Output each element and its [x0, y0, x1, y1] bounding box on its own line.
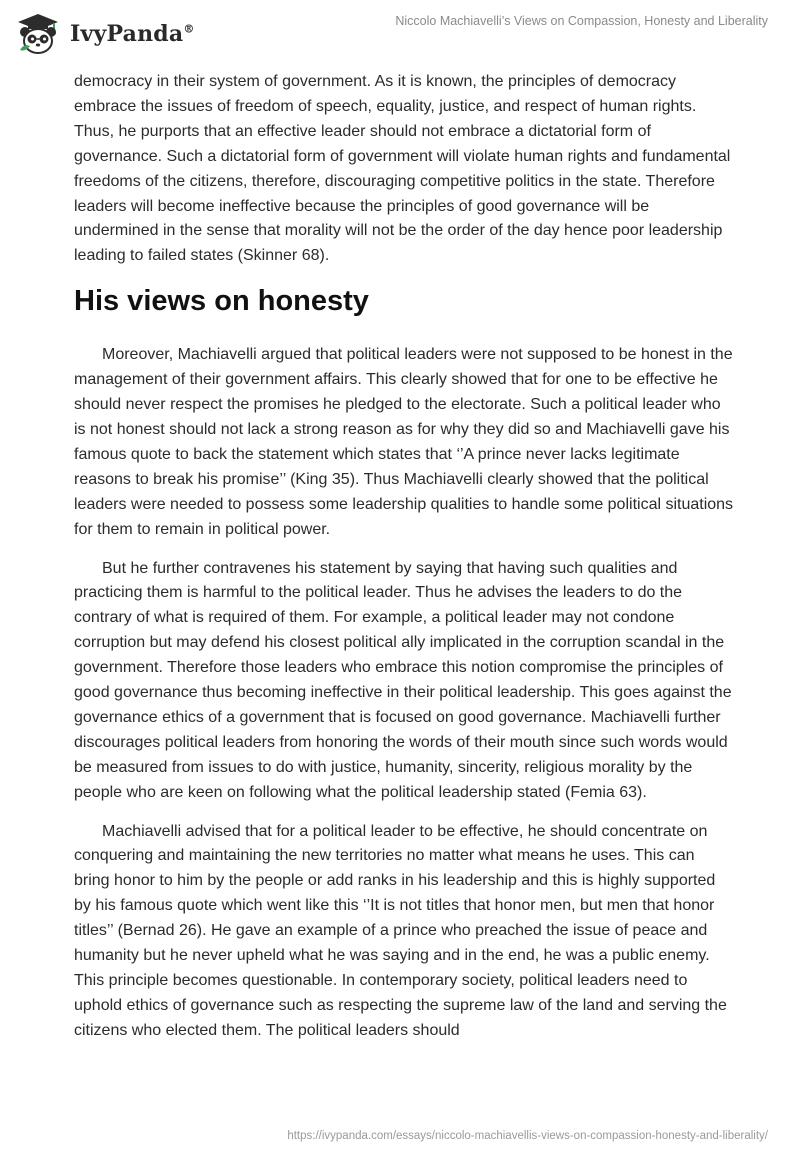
ivypanda-logo[interactable]: [14, 10, 195, 58]
paragraph-honesty: Moreover, Machiavelli argued that political leaders were not supposed to be honest in the management of their government affairs. This clearly showed that for one to be effective he should never respect the promises he pledged to the electorate. Such a political leader who is not honest should not lack a strong reason as for why they did so and Machiavelli gave his famous quote to back the statement which states that ‘’A prince never lacks legitimate reasons to break his promise’’ (King 35). Thus Machiavelli clearly showed that the political leaders were needed to possess some leadership qualities to handle some political situations for them to remain in political power.: [74, 346, 734, 538]
source-url-link[interactable]: https://ivypanda.com/essays/niccolo-machiavellis-views-on-compassion-honesty-and-liberality/: [287, 1130, 768, 1142]
section-heading: His views on honesty: [74, 285, 369, 318]
running-title: Niccolo Machiavelli’s Views on Compassion, Honesty and Liberality: [395, 14, 768, 28]
paragraph-democracy: democracy in their system of government. As it is known, the principles of democracy embrace the issues of freedom of speech, equality, justice, and respect of human rights. Thus, he purports that an effective leader should not embrace a dictatorial form of governance. Such a dictatorial form of government will violate human rights and fundamental freedoms of the citizens, therefore, discouraging competitive politics in the state. Therefore leaders will become ineffective because the principles of good governance will be undermined in the sense that morality will not be the order of the day hence poor leadership leading to failed states (Skinner 68).: [74, 73, 731, 265]
panda-graduate-icon: [14, 10, 62, 58]
paragraph-contravenes: But he further contravenes his statement by saying that having such qualities and practicing them is harmful to the political leader. Thus he advises the leaders to do the contrary of what is required of them. For example, a political leader may not condone corruption but may defend his closest political ally implicated in the corruption scandal in the government. Therefore those leaders who embrace this notion compromise the principles of good governance thus becoming ineffective in their political leadership. This goes against the governance ethics of a government that is focused on good governance. Machiavelli further discourages political leaders from honoring the words of their mouth since such words would be measured from issues to do with justice, humanity, sincerity, religious morality by the people who are keen on following what the political leadership stated (Femia 63).: [74, 559, 732, 801]
logo-wordmark: IvyPanda®: [70, 21, 195, 47]
page-header: [0, 0, 800, 70]
essay-body: [74, 70, 734, 1058]
paragraph-conquering: Machiavelli advised that for a political leader to be effective, he should concentrate on conquering and maintaining the new territories no matter what means he uses. This can bring honor to him by the people or add ranks in his leadership and this is highly supported by his famous quote which went like this ‘’It is not titles that honor men, but men that honor titles’’ (Bernad 26). He gave an example of a prince who preached the issue of peace and humanity but he never upheld what he was saying and in the end, he was a public enemy. This principle becomes questionable. In contemporary society, political leaders need to uphold ethics of governance such as respecting the supreme law of the land and serving the citizens who elected them. The political leaders should: [74, 822, 727, 1039]
